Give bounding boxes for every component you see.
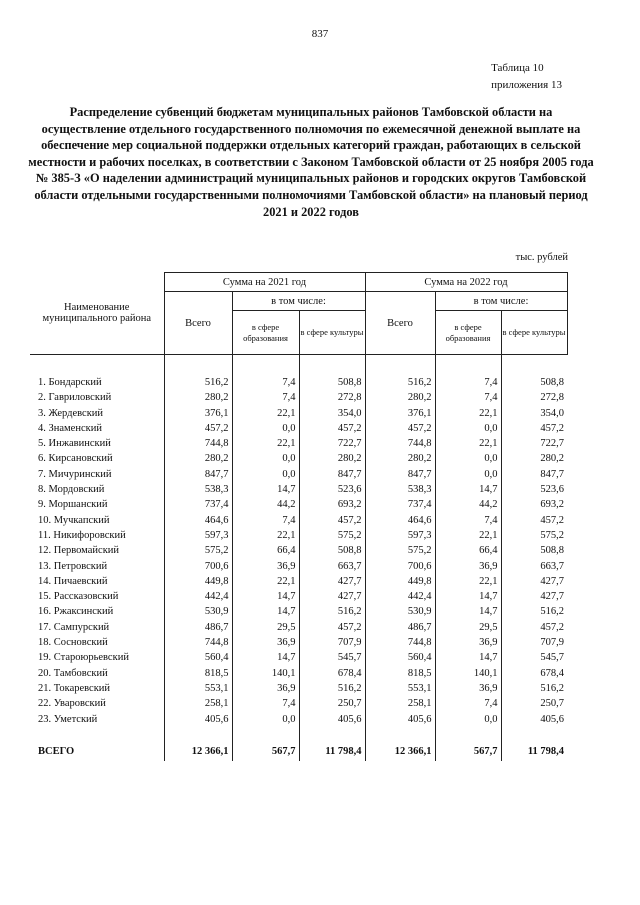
- value-cell: 707,9: [299, 635, 365, 650]
- value-cell: 464,6: [365, 513, 435, 528]
- value-cell: 678,4: [299, 666, 365, 681]
- value-cell: 258,1: [164, 696, 232, 711]
- value-cell: 7,4: [232, 355, 299, 391]
- appendix-number: приложения 13: [491, 79, 562, 91]
- table-row: [30, 467, 567, 482]
- value-cell: 0,0: [435, 467, 501, 482]
- value-cell: 663,7: [501, 559, 567, 574]
- column-header-2022: Сумма на 2022 год: [365, 273, 567, 292]
- value-cell: 457,2: [501, 421, 567, 436]
- value-cell: 14,7: [232, 482, 299, 497]
- document-title: Распределение субвенций бюджетам муниципальных районов Тамбовской области на осуществление отдельного государственного полномочия по ежемесячной денежной выплате на обеспечение мер социальной поддержки отдельных категорий граждан, работающих в сельской местности и рабочих поселках, в соответствии с Законом Тамбовской области от 25 ноября 2005 года № 385-З «О наделении администраций муниципальных районов и городских округов Тамбовской области отдельными государственными полномочиями Тамбовской области» на плановый период 2021 и 2022 годов: [28, 105, 594, 219]
- value-cell: 457,2: [164, 421, 232, 436]
- value-cell: 7,4: [232, 513, 299, 528]
- value-cell: 744,8: [164, 635, 232, 650]
- column-header-name: Наименование муниципального района: [30, 273, 164, 355]
- value-cell: 545,7: [299, 650, 365, 665]
- district-name: 20. Тамбовский: [38, 667, 108, 679]
- table-row: [30, 482, 567, 497]
- district-name: 22. Уваровский: [38, 698, 106, 710]
- value-cell: 280,2: [365, 390, 435, 405]
- value-cell: 818,5: [164, 666, 232, 681]
- value-cell: 0,0: [232, 467, 299, 482]
- district-name: 12. Первомайский: [38, 545, 120, 557]
- table-row: [30, 574, 567, 589]
- value-cell: 140,1: [435, 666, 501, 681]
- district-name: 18. Сосновский: [38, 637, 108, 649]
- value-cell: 744,8: [365, 436, 435, 451]
- value-cell: 22,1: [435, 574, 501, 589]
- value-cell: 66,4: [232, 543, 299, 558]
- value-cell: 457,2: [299, 620, 365, 635]
- value-cell: 36,9: [232, 635, 299, 650]
- value-cell: 744,8: [365, 635, 435, 650]
- value-cell: 737,4: [365, 497, 435, 512]
- value-cell: 36,9: [232, 559, 299, 574]
- total-cell: 12 366,1: [365, 727, 435, 761]
- value-cell: 405,6: [299, 712, 365, 727]
- value-cell: 516,2: [501, 681, 567, 696]
- value-cell: 258,1: [365, 696, 435, 711]
- value-cell: 486,7: [164, 620, 232, 635]
- table-reference: [491, 60, 562, 94]
- value-cell: 7,4: [435, 390, 501, 405]
- value-cell: 597,3: [365, 528, 435, 543]
- district-name: 7. Мичуринский: [38, 468, 112, 480]
- table-row: [30, 513, 567, 528]
- value-cell: 847,7: [164, 467, 232, 482]
- table-row: [30, 650, 567, 665]
- value-cell: 0,0: [435, 712, 501, 727]
- value-cell: 847,7: [365, 467, 435, 482]
- value-cell: 508,8: [299, 543, 365, 558]
- table-row: [30, 604, 567, 619]
- district-name: 1. Бондарский: [38, 377, 102, 388]
- value-cell: 818,5: [365, 666, 435, 681]
- value-cell: 0,0: [232, 712, 299, 727]
- value-cell: 457,2: [299, 513, 365, 528]
- subvention-table: [30, 272, 568, 761]
- district-name: 10. Мучкапский: [38, 514, 110, 526]
- table-row: [30, 681, 567, 696]
- table-row: [30, 355, 567, 391]
- total-cell: 12 366,1: [164, 727, 232, 761]
- value-cell: 272,8: [501, 390, 567, 405]
- district-name: 17. Сампурский: [38, 621, 110, 633]
- table-row: [30, 712, 567, 727]
- column-header-incl-2022: в том числе:: [435, 292, 567, 311]
- value-cell: 36,9: [232, 681, 299, 696]
- value-cell: 575,2: [299, 528, 365, 543]
- units-label: тыс. рублей: [515, 252, 568, 263]
- value-cell: 280,2: [299, 451, 365, 466]
- value-cell: 516,2: [299, 604, 365, 619]
- value-cell: 14,7: [435, 589, 501, 604]
- table-row: [30, 497, 567, 512]
- value-cell: 7,4: [232, 696, 299, 711]
- value-cell: 140,1: [232, 666, 299, 681]
- column-header-cult-2022: в сфере культуры: [501, 311, 567, 355]
- value-cell: 22,1: [435, 436, 501, 451]
- value-cell: 486,7: [365, 620, 435, 635]
- value-cell: 722,7: [299, 436, 365, 451]
- table-row: [30, 666, 567, 681]
- value-cell: 722,7: [501, 436, 567, 451]
- district-name: 14. Пичаевский: [38, 575, 108, 587]
- value-cell: 405,6: [164, 712, 232, 727]
- value-cell: 22,1: [232, 528, 299, 543]
- value-cell: 7,4: [435, 513, 501, 528]
- value-cell: 847,7: [501, 467, 567, 482]
- value-cell: 560,4: [365, 650, 435, 665]
- column-header-incl-2021: в том числе:: [232, 292, 365, 311]
- value-cell: 457,2: [501, 513, 567, 528]
- value-cell: 272,8: [299, 390, 365, 405]
- value-cell: 516,2: [501, 604, 567, 619]
- value-cell: 7,4: [232, 390, 299, 405]
- value-cell: 44,2: [232, 497, 299, 512]
- table-row: [30, 696, 567, 711]
- value-cell: 553,1: [365, 681, 435, 696]
- value-cell: 508,8: [299, 355, 365, 391]
- value-cell: 7,4: [435, 696, 501, 711]
- value-cell: 508,8: [501, 355, 567, 391]
- value-cell: 36,9: [435, 681, 501, 696]
- table-row: [30, 390, 567, 405]
- value-cell: 508,8: [501, 543, 567, 558]
- value-cell: 14,7: [435, 650, 501, 665]
- value-cell: 575,2: [501, 528, 567, 543]
- district-name: 6. Кирсановский: [38, 453, 113, 465]
- value-cell: 0,0: [232, 421, 299, 436]
- district-name: 5. Инжавинский: [38, 438, 111, 450]
- district-name: 9. Моршанский: [38, 499, 108, 511]
- value-cell: 29,5: [435, 620, 501, 635]
- table-row: [30, 559, 567, 574]
- value-cell: 737,4: [164, 497, 232, 512]
- table-row: [30, 451, 567, 466]
- column-header-total-2022: Всего: [365, 292, 435, 355]
- value-cell: 36,9: [435, 559, 501, 574]
- district-name: 21. Токаревский: [38, 682, 111, 694]
- total-cell: 567,7: [232, 727, 299, 761]
- total-cell: 11 798,4: [501, 727, 567, 761]
- value-cell: 678,4: [501, 666, 567, 681]
- value-cell: 427,7: [501, 574, 567, 589]
- value-cell: 36,9: [435, 635, 501, 650]
- district-name: 23. Уметский: [38, 713, 98, 725]
- table-row: [30, 635, 567, 650]
- value-cell: 14,7: [232, 650, 299, 665]
- value-cell: 523,6: [501, 482, 567, 497]
- value-cell: 530,9: [365, 604, 435, 619]
- value-cell: 523,6: [299, 482, 365, 497]
- value-cell: 693,2: [299, 497, 365, 512]
- value-cell: 457,2: [501, 620, 567, 635]
- table-row: [30, 543, 567, 558]
- district-name: 8. Мордовский: [38, 484, 105, 496]
- value-cell: 516,2: [164, 355, 232, 391]
- table-body: [30, 355, 567, 727]
- table-row: [30, 436, 567, 451]
- total-row: [30, 727, 567, 761]
- table-number: Таблица 10: [491, 62, 544, 74]
- value-cell: 354,0: [501, 406, 567, 421]
- value-cell: 7,4: [435, 355, 501, 391]
- value-cell: 14,7: [232, 589, 299, 604]
- value-cell: 14,7: [435, 604, 501, 619]
- district-name: 15. Рассказовский: [38, 591, 119, 603]
- value-cell: 442,4: [365, 589, 435, 604]
- total-label: ВСЕГО: [38, 745, 75, 757]
- value-cell: 22,1: [232, 436, 299, 451]
- value-cell: 700,6: [164, 559, 232, 574]
- value-cell: 575,2: [164, 543, 232, 558]
- column-header-2021: Сумма на 2021 год: [164, 273, 365, 292]
- column-header-edu-2022: в сфере образования: [435, 311, 501, 355]
- district-name: 11. Никифоровский: [38, 529, 126, 541]
- value-cell: 427,7: [299, 574, 365, 589]
- value-cell: 22,1: [435, 528, 501, 543]
- table-row: [30, 406, 567, 421]
- value-cell: 597,3: [164, 528, 232, 543]
- value-cell: 516,2: [365, 355, 435, 391]
- value-cell: 442,4: [164, 589, 232, 604]
- table-row: [30, 421, 567, 436]
- value-cell: 553,1: [164, 681, 232, 696]
- value-cell: 464,6: [164, 513, 232, 528]
- value-cell: 545,7: [501, 650, 567, 665]
- total-cell: 11 798,4: [299, 727, 365, 761]
- value-cell: 0,0: [435, 421, 501, 436]
- value-cell: 250,7: [299, 696, 365, 711]
- district-name: 13. Петровский: [38, 560, 108, 572]
- table-row: [30, 589, 567, 604]
- value-cell: 449,8: [164, 574, 232, 589]
- value-cell: 376,1: [365, 406, 435, 421]
- value-cell: 22,1: [232, 574, 299, 589]
- district-name: 16. Ржаксинский: [38, 606, 114, 618]
- value-cell: 516,2: [299, 681, 365, 696]
- value-cell: 22,1: [435, 406, 501, 421]
- table-row: [30, 620, 567, 635]
- value-cell: 427,7: [501, 589, 567, 604]
- value-cell: 560,4: [164, 650, 232, 665]
- value-cell: 280,2: [164, 390, 232, 405]
- value-cell: 14,7: [435, 482, 501, 497]
- value-cell: 66,4: [435, 543, 501, 558]
- value-cell: 700,6: [365, 559, 435, 574]
- total-cell: 567,7: [435, 727, 501, 761]
- value-cell: 663,7: [299, 559, 365, 574]
- value-cell: 44,2: [435, 497, 501, 512]
- value-cell: 530,9: [164, 604, 232, 619]
- value-cell: 280,2: [501, 451, 567, 466]
- value-cell: 376,1: [164, 406, 232, 421]
- value-cell: 22,1: [232, 406, 299, 421]
- value-cell: 280,2: [365, 451, 435, 466]
- value-cell: 707,9: [501, 635, 567, 650]
- page-number: 837: [311, 28, 329, 40]
- table-row: [30, 528, 567, 543]
- value-cell: 538,3: [164, 482, 232, 497]
- value-cell: 14,7: [232, 604, 299, 619]
- value-cell: 0,0: [232, 451, 299, 466]
- value-cell: 250,7: [501, 696, 567, 711]
- value-cell: 280,2: [164, 451, 232, 466]
- value-cell: 427,7: [299, 589, 365, 604]
- district-name: 2. Гавриловский: [38, 392, 112, 404]
- value-cell: 405,6: [365, 712, 435, 727]
- column-header-edu-2021: в сфере образования: [232, 311, 299, 355]
- column-header-cult-2021: в сфере культуры: [299, 311, 365, 355]
- district-name: 4. Знаменский: [38, 422, 102, 434]
- value-cell: 744,8: [164, 436, 232, 451]
- value-cell: 405,6: [501, 712, 567, 727]
- value-cell: 457,2: [365, 421, 435, 436]
- value-cell: 457,2: [299, 421, 365, 436]
- value-cell: 354,0: [299, 406, 365, 421]
- value-cell: 538,3: [365, 482, 435, 497]
- value-cell: 0,0: [435, 451, 501, 466]
- value-cell: 29,5: [232, 620, 299, 635]
- value-cell: 847,7: [299, 467, 365, 482]
- district-name: 19. Староюрьевский: [38, 652, 129, 664]
- column-header-total-2021: Всего: [164, 292, 232, 355]
- value-cell: 449,8: [365, 574, 435, 589]
- district-name: 3. Жердевский: [38, 407, 104, 419]
- value-cell: 575,2: [365, 543, 435, 558]
- value-cell: 693,2: [501, 497, 567, 512]
